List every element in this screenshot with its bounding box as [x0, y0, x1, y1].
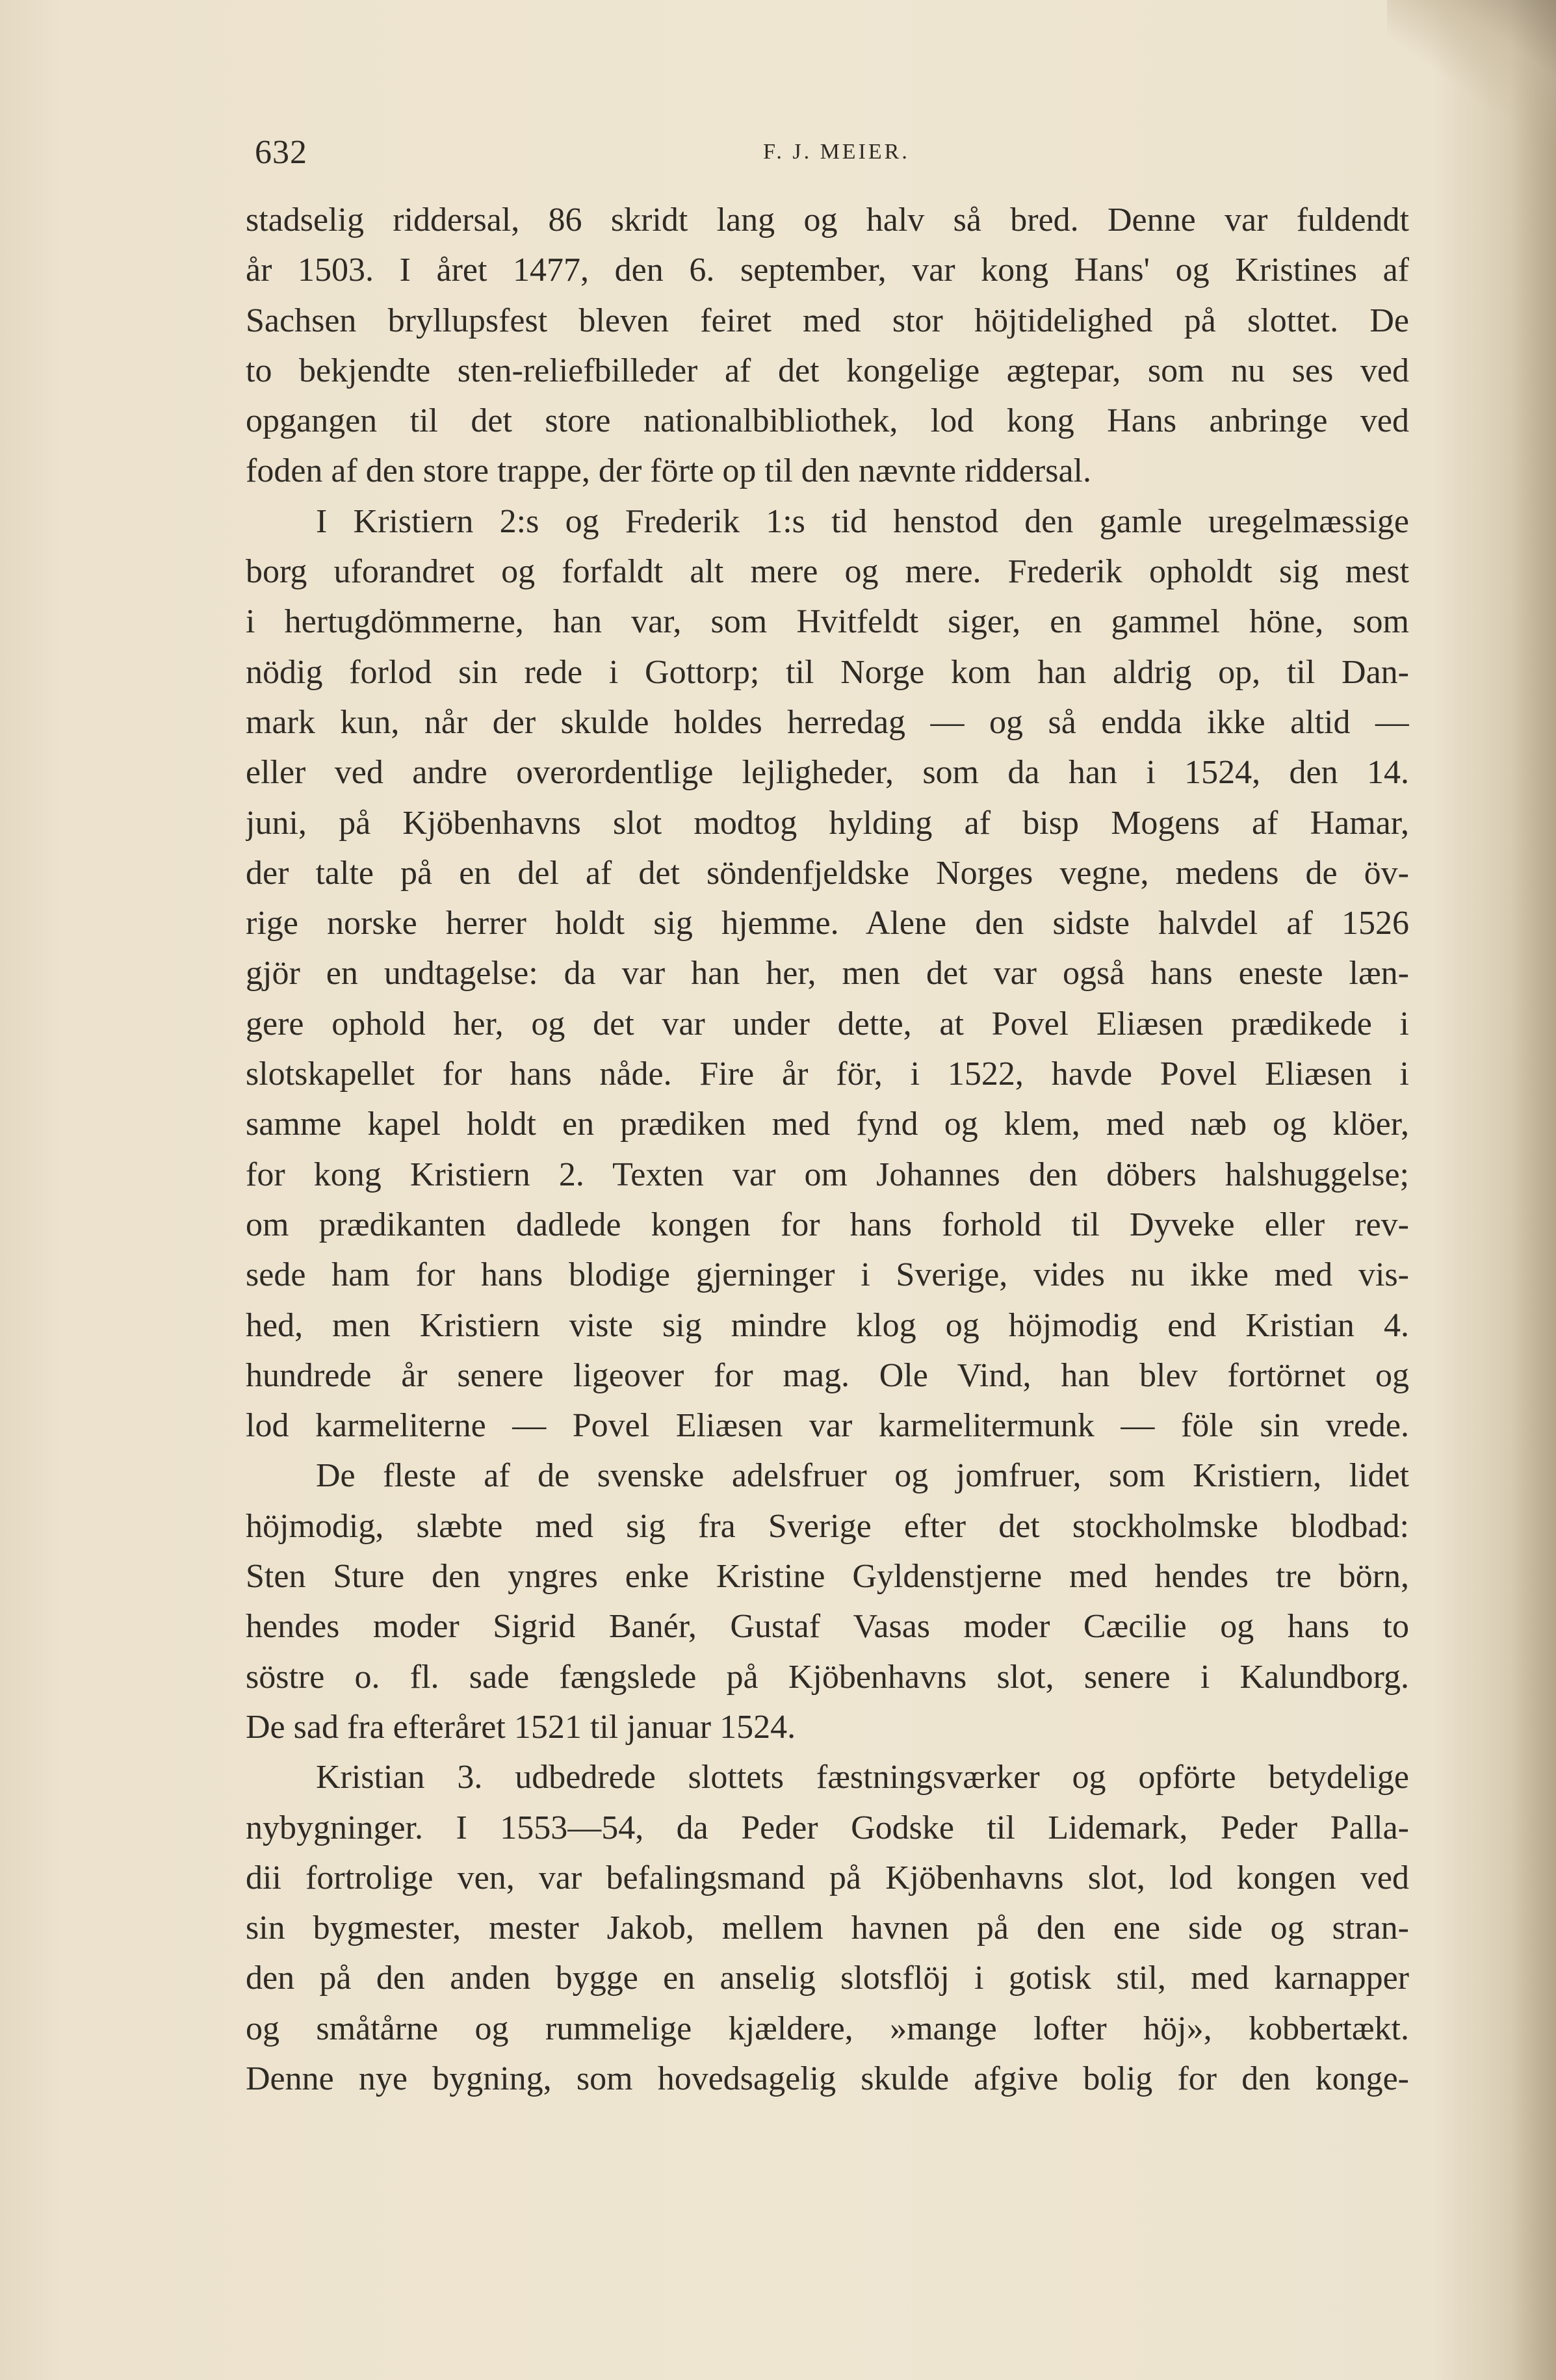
text-line: to bekjendte sten-reliefbilleder af det kongelige ægtepar, som nu ses ved	[246, 352, 1409, 389]
text-line: rige norske herrer holdt sig hjemme. Alene den sidste halvdel af 1526	[246, 905, 1409, 942]
text-line: i hertugdömmerne, han var, som Hvitfeldt siger, en gammel höne, som	[246, 603, 1409, 641]
text-line: dii fortrolige ven, var befalingsmand på Kjöbenhavns slot, lod kongen ved	[246, 1859, 1409, 1896]
text-line: juni, på Kjöbenhavns slot modtog hylding af bisp Mogens af Hamar,	[246, 804, 1409, 842]
text-line: sin bygmester, mester Jakob, mellem havnen på den ene side og stran-	[246, 1909, 1409, 1947]
text-line: mark kun, når der skulde holdes herredag — og så endda ikke altid —	[246, 703, 1409, 741]
text-line: hundrede år senere ligeover for mag. Ole Vind, han blev fortörnet og	[246, 1356, 1409, 1394]
text-line: foden af den store trappe, der förte op til den nævnte riddersal.	[246, 452, 1091, 490]
text-line: höjmodig, slæbte med sig fra Sverige efter det stockholmske blodbad:	[246, 1507, 1409, 1545]
running-head: F. J. MEIER.	[763, 140, 910, 164]
text-line: nödig forlod sin rede i Gottorp; til Norge kom han aldrig op, til Dan-	[246, 653, 1409, 691]
text-line: der talte på en del af det söndenfjeldske Norges vegne, medens de öv-	[246, 854, 1409, 892]
text-line: gere ophold her, og det var under dette, at Povel Eliæsen prædikede i	[246, 1005, 1409, 1042]
text-line: for kong Kristiern 2. Texten var om Johannes den döbers halshuggelse;	[246, 1156, 1409, 1193]
text-line: söstre o. fl. sade fængslede på Kjöbenhavns slot, senere i Kalundborg.	[246, 1658, 1409, 1696]
text-line: og småtårne og rummelige kjældere, »mange lofter höj», kobbertækt.	[246, 2010, 1409, 2047]
text-line: sede ham for hans blodige gjerninger i Sverige, vides nu ikke med vis-	[246, 1256, 1409, 1294]
text-line: Denne nye bygning, som hovedsagelig skulde afgive bolig for den konge-	[246, 2060, 1409, 2097]
text-line: De fleste af de svenske adelsfruer og jomfruer, som Kristiern, lidet	[316, 1457, 1409, 1495]
text-line: Kristian 3. udbedrede slottets fæstningsværker og opförte betydelige	[316, 1759, 1409, 1796]
text-line: borg uforandret og forfaldt alt mere og mere. Frederik opholdt sig mest	[246, 553, 1409, 591]
text-line: den på den anden bygge en anselig slotsflöj i gotisk stil, med karnapper	[246, 1960, 1409, 1997]
text-line: I Kristiern 2:s og Frederik 1:s tid henstod den gamle uregelmæssige	[316, 502, 1409, 540]
text-line: samme kapel holdt en prædiken med fynd og klem, med næb og klöer,	[246, 1106, 1409, 1143]
text-line: Sachsen bryllupsfest bleven feiret med stor höjtidelighed på slottet. De	[246, 302, 1409, 339]
page-number: 632	[255, 134, 307, 171]
page-header	[255, 133, 1418, 179]
text-line: om prædikanten dadlede kongen for hans forhold til Dyveke eller rev-	[246, 1206, 1409, 1243]
text-line: De sad fra efteråret 1521 til januar 1524.	[246, 1708, 796, 1746]
text-line: stadselig riddersal, 86 skridt lang og halv så bred. Denne var fuldendt	[246, 201, 1409, 239]
text-line: hendes moder Sigrid Banér, Gustaf Vasas moder Cæcilie og hans to	[246, 1608, 1409, 1646]
text-line: opgangen til det store nationalbibliothek, lod kong Hans anbringe ved	[246, 402, 1409, 440]
text-line: lod karmeliterne — Povel Eliæsen var karmelitermunk — föle sin vrede.	[246, 1407, 1409, 1445]
text-line: år 1503. I året 1477, den 6. september, var kong Hans' og Kristines af	[246, 252, 1409, 289]
text-line: eller ved andre overordentlige lejligheder, som da han i 1524, den 14.	[246, 754, 1409, 792]
text-line: hed, men Kristiern viste sig mindre klog og höjmodig end Kristian 4.	[246, 1306, 1409, 1344]
text-line: Sten Sture den yngres enke Kristine Gyldenstjerne med hendes tre börn,	[246, 1558, 1409, 1596]
text-line: slotskapellet for hans nåde. Fire år för, i 1522, havde Povel Eliæsen i	[246, 1055, 1409, 1093]
text-line: nybygninger. I 1553—54, da Peder Godske til Lidemark, Peder Palla-	[246, 1809, 1409, 1846]
body-text	[246, 195, 1409, 2104]
page-edge-shadow	[1511, 0, 1556, 2380]
text-line: gjör en undtagelse: da var han her, men det var også hans eneste læn-	[246, 955, 1409, 992]
